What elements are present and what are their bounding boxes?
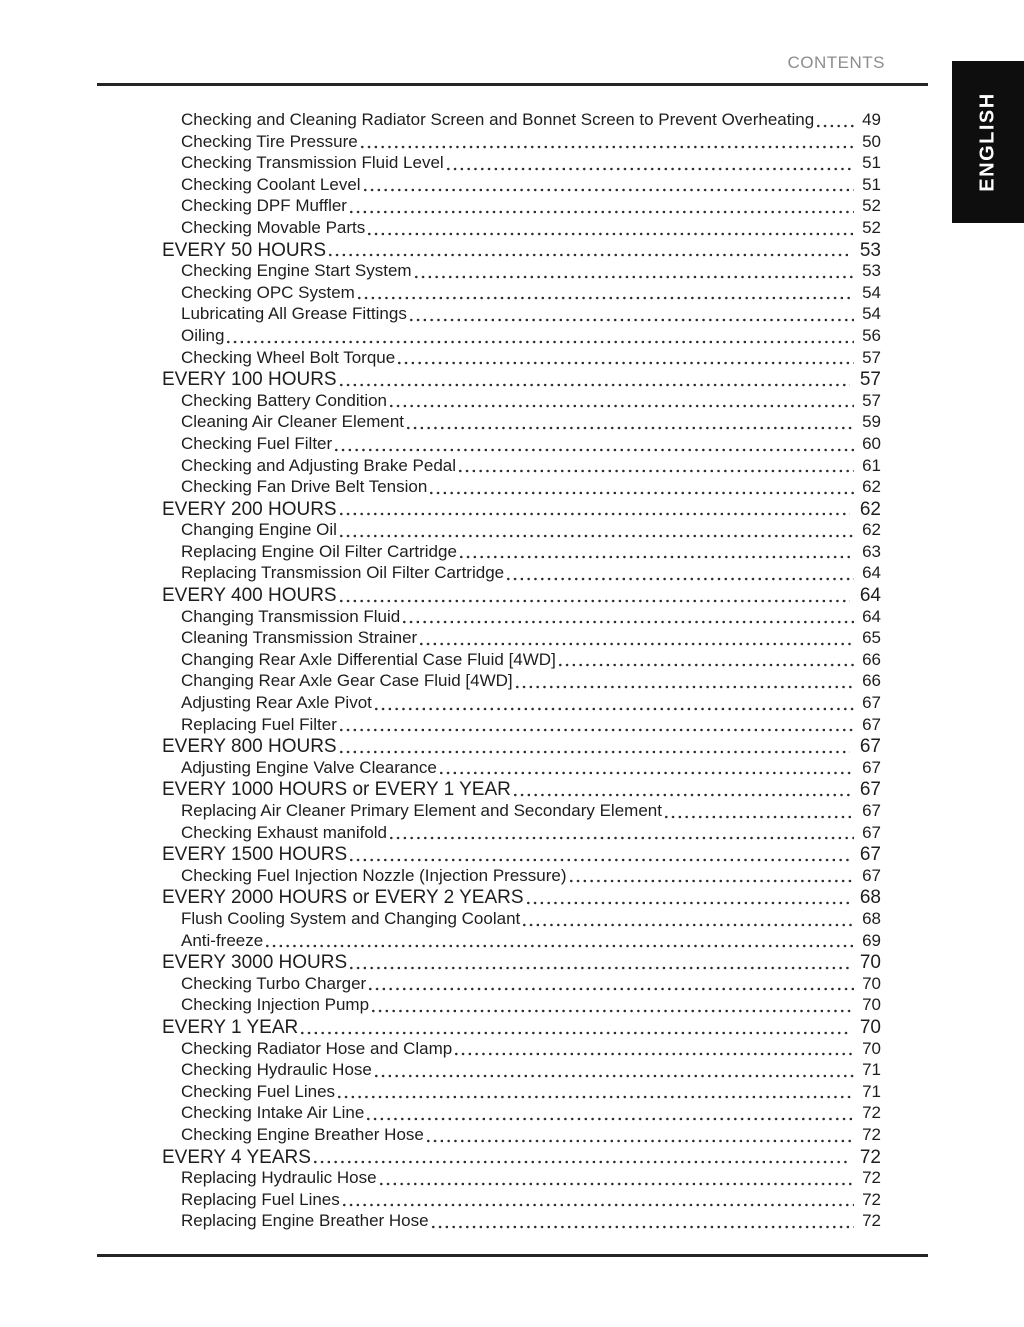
toc-entry bbox=[162, 1103, 881, 1125]
toc-page-number: 51 bbox=[862, 153, 881, 173]
toc-entry-label: Checking OPC System bbox=[181, 282, 355, 302]
toc-dot-leader bbox=[340, 383, 850, 387]
toc-entry-label: Cleaning Air Cleaner Element bbox=[181, 412, 405, 432]
toc-dot-leader bbox=[523, 923, 854, 927]
toc-entry bbox=[162, 1039, 881, 1061]
toc-entry-label: EVERY 1 YEAR bbox=[162, 1016, 299, 1038]
toc-entry-label: Checking Engine Breather Hose bbox=[181, 1124, 424, 1144]
toc-entry-label: Checking Hydraulic Hose bbox=[181, 1060, 372, 1080]
toc-dot-leader bbox=[514, 793, 850, 797]
footer-divider bbox=[97, 1254, 928, 1257]
toc-page-number: 49 bbox=[862, 110, 881, 129]
toc-entry-label: Checking Coolant Level bbox=[181, 174, 361, 194]
toc-dot-leader bbox=[375, 707, 854, 711]
toc-entry-label: Changing Rear Axle Gear Case Fluid [4WD] bbox=[181, 671, 513, 691]
toc-page-number: 53 bbox=[862, 261, 881, 281]
toc-page-number: 64 bbox=[862, 606, 881, 626]
toc-entry bbox=[162, 607, 881, 629]
toc-dot-leader bbox=[430, 491, 854, 495]
toc-page-number: 72 bbox=[862, 1168, 881, 1188]
toc-page-number: 67 bbox=[859, 736, 881, 758]
toc-page-number: 53 bbox=[859, 239, 881, 261]
toc-entry-label: Anti-freeze bbox=[181, 930, 264, 950]
toc-entry bbox=[162, 758, 881, 780]
toc-dot-leader bbox=[427, 1139, 854, 1143]
toc-dot-leader bbox=[407, 426, 854, 430]
toc-entry-label: Replacing Hydraulic Hose bbox=[181, 1168, 377, 1188]
toc-dot-leader bbox=[340, 599, 850, 603]
toc-dot-leader bbox=[340, 534, 854, 538]
toc-page-number: 70 bbox=[862, 973, 881, 993]
toc-dot-leader bbox=[301, 1031, 850, 1035]
toc-entry bbox=[162, 499, 881, 521]
toc-dot-leader bbox=[329, 253, 850, 257]
toc-page-number: 52 bbox=[862, 196, 881, 216]
toc-entry bbox=[162, 412, 881, 434]
toc-dot-leader bbox=[343, 1203, 854, 1207]
toc-entry-label: Checking Fuel Injection Nozzle (Injection Pressure) bbox=[181, 865, 567, 885]
toc-entry bbox=[162, 887, 881, 909]
toc-page-number: 72 bbox=[862, 1189, 881, 1209]
toc-page-number: 67 bbox=[862, 865, 881, 885]
toc-page-number: 71 bbox=[862, 1060, 881, 1080]
toc-entry bbox=[162, 931, 881, 953]
toc-page-number: 66 bbox=[862, 671, 881, 691]
toc-page-number: 67 bbox=[859, 779, 881, 801]
toc-dot-leader bbox=[350, 210, 854, 214]
toc-dot-leader bbox=[403, 620, 854, 624]
toc-entry bbox=[162, 348, 881, 370]
toc-dot-leader bbox=[375, 1074, 854, 1078]
toc-dot-leader bbox=[369, 987, 854, 991]
toc-dot-leader bbox=[516, 685, 854, 689]
toc-entry bbox=[162, 844, 881, 866]
toc-entry bbox=[162, 563, 881, 585]
toc-entry-label: Replacing Engine Breather Hose bbox=[181, 1211, 429, 1231]
toc-entry-label: Adjusting Engine Valve Clearance bbox=[181, 757, 437, 777]
toc-dot-leader bbox=[367, 1117, 854, 1121]
toc-entry-label: EVERY 3000 HOURS bbox=[162, 952, 348, 974]
toc-entry-label: Flush Cooling System and Changing Coolant bbox=[181, 908, 521, 928]
toc-entry bbox=[162, 1147, 881, 1169]
toc-entry-label: Checking Battery Condition bbox=[181, 390, 388, 410]
toc-entry bbox=[162, 196, 881, 218]
toc-dot-leader bbox=[364, 188, 854, 192]
toc-entry bbox=[162, 974, 881, 996]
toc-entry bbox=[162, 1211, 881, 1233]
toc-entry-label: Checking Injection Pump bbox=[181, 995, 370, 1015]
toc-page-number: 67 bbox=[859, 844, 881, 866]
toc-dot-leader bbox=[358, 296, 854, 300]
toc-dot-leader bbox=[440, 771, 854, 775]
contents-header-label: CONTENTS bbox=[787, 53, 885, 72]
toc-dot-leader bbox=[390, 404, 854, 408]
toc-entry bbox=[162, 736, 881, 758]
toc-dot-leader bbox=[415, 275, 854, 279]
toc-entry bbox=[162, 110, 881, 132]
toc-entry-label: Changing Engine Oil bbox=[181, 520, 337, 540]
toc-entry-label: EVERY 400 HOURS bbox=[162, 585, 337, 607]
toc-entry-label: EVERY 1500 HOURS bbox=[162, 844, 348, 866]
toc-entry-label: Cleaning Transmission Strainer bbox=[181, 628, 418, 648]
toc-entry-label: Checking Turbo Charger bbox=[181, 973, 367, 993]
toc-entry-label: Replacing Transmission Oil Filter Cartridge bbox=[181, 563, 505, 583]
toc-entry-label: Checking Fuel Lines bbox=[181, 1081, 336, 1101]
toc-page-number: 54 bbox=[862, 304, 881, 324]
toc-entry-label: EVERY 2000 HOURS or EVERY 2 YEARS bbox=[162, 887, 524, 909]
toc-entry-label: Oiling bbox=[181, 325, 225, 345]
toc-dot-leader bbox=[361, 145, 854, 149]
toc-dot-leader bbox=[420, 642, 854, 646]
toc-dot-leader bbox=[817, 124, 854, 128]
toc-page-number: 68 bbox=[862, 908, 881, 928]
toc-dot-leader bbox=[570, 879, 854, 883]
toc-page-number: 72 bbox=[862, 1211, 881, 1231]
toc-page-number: 50 bbox=[862, 131, 881, 151]
toc-dot-leader bbox=[266, 944, 854, 948]
toc-page-number: 67 bbox=[862, 757, 881, 777]
toc-entry bbox=[162, 477, 881, 499]
header-divider bbox=[97, 83, 928, 86]
toc-page-number: 67 bbox=[862, 822, 881, 842]
toc-page-number: 70 bbox=[862, 1038, 881, 1058]
toc-dot-leader bbox=[380, 1182, 854, 1186]
toc-page-number: 51 bbox=[862, 174, 881, 194]
toc-page-number: 52 bbox=[862, 217, 881, 237]
toc-page-number: 54 bbox=[862, 282, 881, 302]
toc-page-number: 56 bbox=[862, 325, 881, 345]
toc-entry bbox=[162, 671, 881, 693]
toc-page-number: 62 bbox=[862, 520, 881, 540]
toc-page-number: 64 bbox=[862, 563, 881, 583]
toc-page-number: 72 bbox=[862, 1124, 881, 1144]
toc-entry bbox=[162, 261, 881, 283]
toc-page-number: 57 bbox=[859, 369, 881, 391]
toc-page-number: 67 bbox=[862, 801, 881, 820]
toc-entry bbox=[162, 650, 881, 672]
toc-dot-leader bbox=[455, 1052, 854, 1056]
toc-page-number: 72 bbox=[859, 1146, 881, 1168]
toc-dot-leader bbox=[338, 1095, 854, 1099]
toc-entry bbox=[162, 801, 881, 823]
toc-entry-label: EVERY 1000 HOURS or EVERY 1 YEAR bbox=[162, 779, 511, 801]
toc-page-number: 62 bbox=[859, 498, 881, 520]
toc-dot-leader bbox=[665, 815, 854, 819]
toc-entry-label: Checking and Adjusting Brake Pedal bbox=[181, 455, 457, 475]
english-tab-label: ENGLISH bbox=[976, 92, 999, 192]
toc-dot-leader bbox=[447, 167, 854, 171]
toc-page-number: 65 bbox=[862, 628, 881, 648]
toc-entry-label: Checking Radiator Hose and Clamp bbox=[181, 1038, 453, 1058]
toc-entry bbox=[162, 1060, 881, 1082]
toc-dot-leader bbox=[390, 836, 854, 840]
toc-entry bbox=[162, 866, 881, 888]
toc-dot-leader bbox=[459, 469, 854, 473]
toc-entry bbox=[162, 693, 881, 715]
toc-entry-label: Changing Transmission Fluid bbox=[181, 606, 401, 626]
toc-page-number: 69 bbox=[862, 930, 881, 950]
toc-entry bbox=[162, 304, 881, 326]
toc-entry-label: Checking Wheel Bolt Torque bbox=[181, 347, 396, 367]
toc-entry-label: Adjusting Rear Axle Pivot bbox=[181, 693, 372, 713]
toc-entry bbox=[162, 779, 881, 801]
toc-page-number: 57 bbox=[862, 390, 881, 410]
toc-entry bbox=[162, 218, 881, 240]
toc-page-number: 64 bbox=[859, 585, 881, 607]
toc-dot-leader bbox=[507, 577, 854, 581]
toc-page-number: 70 bbox=[859, 952, 881, 974]
toc-entry bbox=[162, 434, 881, 456]
toc-entry bbox=[162, 1190, 881, 1212]
toc-page-number: 61 bbox=[862, 455, 881, 475]
toc-entry-label: Replacing Engine Oil Filter Cartridge bbox=[181, 541, 457, 561]
toc-page-number: 71 bbox=[862, 1081, 881, 1101]
toc-dot-leader bbox=[227, 340, 854, 344]
toc-dot-leader bbox=[460, 555, 854, 559]
toc-dot-leader bbox=[410, 318, 854, 322]
toc-dot-leader bbox=[350, 858, 850, 862]
toc-entry-label: Lubricating All Grease Fittings bbox=[181, 304, 407, 324]
toc-dot-leader bbox=[372, 1009, 854, 1013]
toc-entry-label: Checking Movable Parts bbox=[181, 217, 366, 237]
toc-entry bbox=[162, 909, 881, 931]
toc-page-number: 72 bbox=[862, 1103, 881, 1123]
toc-page-number: 66 bbox=[862, 649, 881, 669]
toc-dot-leader bbox=[340, 728, 854, 732]
toc-dot-leader bbox=[398, 361, 854, 365]
toc-entry-label: Checking Fuel Filter bbox=[181, 433, 333, 453]
toc-entry-label: Replacing Fuel Lines bbox=[181, 1189, 340, 1209]
english-tab bbox=[952, 61, 1024, 223]
toc-page-number: 62 bbox=[862, 477, 881, 497]
toc-entry-label: Checking Transmission Fluid Level bbox=[181, 153, 444, 173]
toc-entry-label: Changing Rear Axle Differential Case Fluid [4WD] bbox=[181, 649, 556, 669]
toc-page-number: 59 bbox=[862, 412, 881, 432]
toc-page-number: 68 bbox=[859, 887, 881, 909]
toc-entry-label: Checking DPF Muffler bbox=[181, 196, 347, 216]
toc-entry-label: Checking and Cleaning Radiator Screen and Bonnet Screen to Prevent Overheating bbox=[181, 110, 815, 129]
toc-entry bbox=[162, 391, 881, 413]
toc-entry bbox=[162, 952, 881, 974]
toc-dot-leader bbox=[368, 232, 854, 236]
toc-page-number: 67 bbox=[862, 693, 881, 713]
toc-entry-label: EVERY 4 YEARS bbox=[162, 1146, 311, 1168]
toc-entry-label: EVERY 800 HOURS bbox=[162, 736, 337, 758]
toc-entry-label: Checking Intake Air Line bbox=[181, 1103, 365, 1123]
toc-entry bbox=[162, 456, 881, 478]
toc-entry bbox=[162, 520, 881, 542]
toc-entry bbox=[162, 628, 881, 650]
toc-page-number: 57 bbox=[862, 347, 881, 367]
toc-entry-label: Checking Exhaust manifold bbox=[181, 822, 388, 842]
toc-entry bbox=[162, 153, 881, 175]
toc-entry-label: EVERY 200 HOURS bbox=[162, 498, 337, 520]
toc-entry-label: EVERY 50 HOURS bbox=[162, 239, 327, 261]
table-of-contents bbox=[162, 110, 881, 1233]
toc-entry bbox=[162, 823, 881, 845]
toc-page-number: 70 bbox=[862, 995, 881, 1015]
toc-dot-leader bbox=[335, 448, 854, 452]
toc-entry bbox=[162, 1168, 881, 1190]
toc-dot-leader bbox=[314, 1160, 850, 1164]
toc-entry bbox=[162, 715, 881, 737]
toc-page-number: 63 bbox=[862, 541, 881, 561]
toc-entry bbox=[162, 542, 881, 564]
toc-entry bbox=[162, 1082, 881, 1104]
toc-entry-label: Replacing Fuel Filter bbox=[181, 714, 337, 734]
toc-entry-label: Checking Fan Drive Belt Tension bbox=[181, 477, 428, 497]
toc-entry-label: Replacing Air Cleaner Primary Element and Secondary Element bbox=[181, 801, 662, 820]
toc-entry-label: Checking Engine Start System bbox=[181, 261, 412, 281]
toc-entry bbox=[162, 1017, 881, 1039]
toc-page-number: 67 bbox=[862, 714, 881, 734]
toc-dot-leader bbox=[527, 901, 850, 905]
toc-entry bbox=[162, 995, 881, 1017]
toc-entry bbox=[162, 369, 881, 391]
toc-dot-leader bbox=[350, 966, 850, 970]
toc-entry bbox=[162, 132, 881, 154]
toc-page-number: 70 bbox=[859, 1016, 881, 1038]
toc-entry bbox=[162, 1125, 881, 1147]
toc-dot-leader bbox=[559, 663, 854, 667]
toc-entry bbox=[162, 283, 881, 305]
toc-entry bbox=[162, 240, 881, 262]
toc-dot-leader bbox=[340, 750, 850, 754]
toc-entry-label: Checking Tire Pressure bbox=[181, 131, 358, 151]
toc-entry bbox=[162, 326, 881, 348]
toc-entry bbox=[162, 175, 881, 197]
toc-page-number: 60 bbox=[862, 433, 881, 453]
toc-dot-leader bbox=[340, 512, 850, 516]
toc-entry-label: EVERY 100 HOURS bbox=[162, 369, 337, 391]
toc-dot-leader bbox=[432, 1225, 854, 1229]
toc-entry bbox=[162, 585, 881, 607]
